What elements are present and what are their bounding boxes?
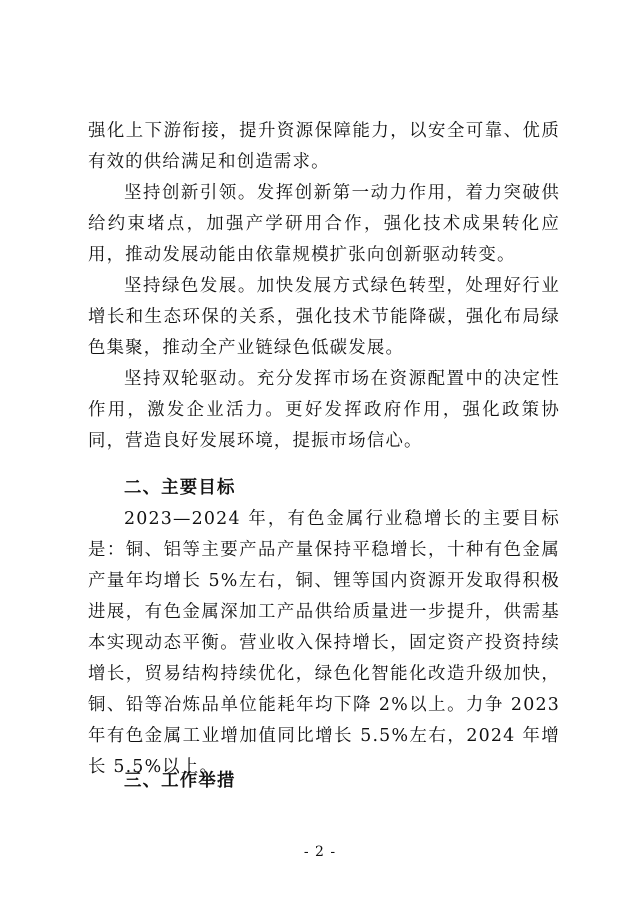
paragraph-main-goals: 2023—2024 年，有色金属行业稳增长的主要目标是：铜、铝等主要产品产量保持平稳增长，十种有色金属产量年均增长 5%左右，铜、锂等国内资源开发取得积极进展，有色金属深加工产品供给质量进一步提升，供需基本实现动态平衡。营业收入保持增长，固定资产投资持续增长，贸易结构持续优化，绿色化智能化改造升级加快，铜、铅等冶炼品单位能耗年均下降 2%以上。力争 2023 年有色金属工业增加值同比增长 5.5%左右，2024 年增长 5.5%以上。 [88, 509, 560, 777]
paragraph-supply-chain: 强化上下游衔接，提升资源保障能力，以安全可靠、优质有效的供给满足和创造需求。 [88, 121, 560, 172]
section-heading-work-measures: 三、工作举措 [124, 771, 236, 791]
paragraph-dual-drive: 坚持双轮驱动。充分发挥市场在资源配置中的决定性作用，激发企业活力。更好发挥政府作用，强化政策协同，营造良好发展环境，提振市场信心。 [88, 369, 560, 451]
page-number: - 2 - [303, 844, 337, 860]
paragraph-innovation: 坚持创新引领。发挥创新第一动力作用，着力突破供给约束堵点，加强产学研用合作，强化技术成果转化应用，推动发展动能由依靠规模扩张向创新驱动转变。 [88, 183, 560, 265]
paragraph-green-development: 坚持绿色发展。加快发展方式绿色转型，处理好行业增长和生态环保的关系，强化技术节能降碳，强化布局绿色集聚，推动全产业链绿色低碳发展。 [88, 276, 560, 358]
section-heading-main-goals: 二、主要目标 [124, 478, 236, 498]
